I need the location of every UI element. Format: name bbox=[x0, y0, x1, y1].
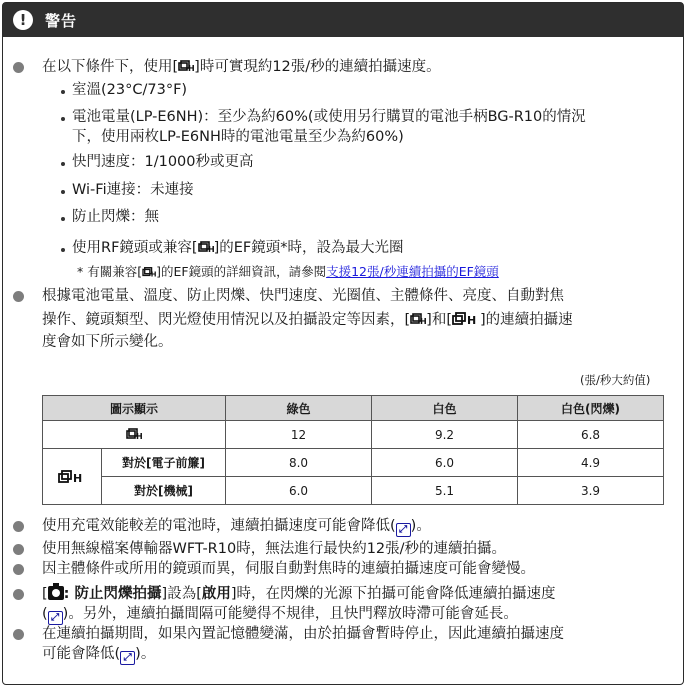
sub-bullet bbox=[61, 162, 65, 166]
ef-lens-link[interactable]: 支援12張/秒連續拍攝的EF鏡頭 bbox=[326, 264, 499, 279]
bullet-2-line2: 操作、鏡頭類型、閃光燈使用情況以及拍攝設定等因素，[ H ]和[ H ]的連續拍攝速 bbox=[42, 312, 573, 328]
cell-value: 6.8 bbox=[518, 421, 664, 449]
th-white-blink: 白色(閃爍) bbox=[518, 396, 664, 421]
cell-value: 3.9 bbox=[518, 477, 664, 505]
table-row bbox=[43, 477, 664, 505]
bullet-6-line2: ( ⤢ )。另外，連續拍攝間隔可能變得不規律，且快門釋放時滯可能會延長。 bbox=[42, 606, 518, 623]
reference-link-icon[interactable]: ⤢ bbox=[396, 523, 411, 537]
condition-wifi: Wi-Fi連接：未連接 bbox=[72, 182, 194, 198]
sub-bullet bbox=[61, 217, 65, 221]
bullet-6-line1: [ : 防止閃爍拍攝]設為[啟用]時，在閃爍的光源下拍攝可能會降低連續拍攝速度 bbox=[42, 586, 556, 602]
bullet-2-line1: 根據電池電量、溫度、防止閃爍、快門速度、光圈值、主體條件、亮度、自動對焦 bbox=[42, 288, 564, 304]
th-green: 綠色 bbox=[226, 396, 372, 421]
row-icon-cell bbox=[43, 449, 102, 505]
table-header-row bbox=[43, 396, 664, 421]
warning-title: 警告 bbox=[45, 11, 78, 30]
cell-value: 6.0 bbox=[226, 477, 372, 505]
cell-value: 6.0 bbox=[372, 449, 518, 477]
bullet-dot bbox=[13, 291, 24, 302]
svg-text:H: H bbox=[466, 314, 477, 327]
svg-text:H: H bbox=[136, 432, 143, 441]
high-speed-continuous-icon bbox=[198, 240, 214, 254]
high-speed-continuous-icon bbox=[142, 266, 156, 278]
row-icon-cell bbox=[43, 421, 226, 449]
continuous-high-icon bbox=[58, 469, 86, 484]
cell-value: 4.9 bbox=[518, 449, 664, 477]
bullet-dot bbox=[13, 629, 24, 640]
high-speed-continuous-icon bbox=[410, 312, 426, 326]
svg-text:H: H bbox=[150, 270, 157, 279]
sub-bullet bbox=[61, 190, 65, 194]
bullet-dot bbox=[13, 564, 24, 575]
lens-footnote: * 有關兼容[ H ]的EF鏡頭的詳細資訊，請參閱支援12張/秒連續拍攝的EF鏡頭 bbox=[77, 264, 499, 279]
condition-flicker: 防止閃爍：無 bbox=[72, 209, 159, 225]
bullet-dot bbox=[13, 521, 24, 532]
cell-value: 5.1 bbox=[372, 477, 518, 505]
th-white: 白色 bbox=[372, 396, 518, 421]
shutter-mode-electronic: 對於[電子前簾] bbox=[102, 449, 226, 477]
bullet-dot bbox=[13, 62, 24, 73]
exclamation-icon: ! bbox=[13, 10, 33, 30]
condition-shutter: 快門速度：1/1000秒或更高 bbox=[72, 154, 254, 170]
condition-battery-cont: 下，使用兩枚LP-E6NH時的電池電量至少為約60%) bbox=[72, 129, 404, 145]
table-row bbox=[43, 449, 664, 477]
condition-lens: 使用RF鏡頭或兼容[ H ]的EF鏡頭*時，設為最大光圈 bbox=[72, 240, 404, 256]
cell-value: 12 bbox=[226, 421, 372, 449]
bullet-5-text: 因主體條件或所用的鏡頭而異，伺服自動對焦時的連續拍攝速度可能會變慢。 bbox=[42, 561, 535, 577]
table-unit: (張/秒大約值) bbox=[580, 373, 651, 387]
bullet-3-text: 使用充電效能較差的電池時，連續拍攝速度可能會降低( ⤢ )。 bbox=[42, 518, 431, 535]
bullet-dot bbox=[13, 589, 24, 600]
cell-value: 9.2 bbox=[372, 421, 518, 449]
high-speed-continuous-icon bbox=[126, 427, 142, 441]
shutter-mode-mechanical: 對於[機械] bbox=[102, 477, 226, 505]
table-row bbox=[43, 421, 664, 449]
svg-text:H: H bbox=[73, 471, 83, 485]
cell-value: 8.0 bbox=[226, 449, 372, 477]
th-icon-display: 圖示顯示 bbox=[43, 396, 226, 421]
reference-link-icon[interactable]: ⤢ bbox=[48, 611, 63, 625]
bullet-2-line3: 度會如下所示變化。 bbox=[42, 334, 173, 350]
camera-icon bbox=[48, 586, 64, 600]
sub-bullet bbox=[61, 248, 65, 252]
bullet-dot bbox=[13, 544, 24, 555]
svg-text:H: H bbox=[188, 64, 195, 73]
sub-bullet bbox=[61, 117, 65, 121]
condition-temperature: 室溫(23°C/73°F) bbox=[72, 82, 188, 98]
warning-header bbox=[3, 3, 683, 37]
svg-text:H: H bbox=[420, 317, 427, 326]
reference-link-icon[interactable]: ⤢ bbox=[120, 651, 135, 665]
bullet-7-line2: 可能會降低( ⤢ )。 bbox=[42, 646, 156, 663]
speed-table bbox=[42, 395, 664, 505]
bullet-1-text: 在以下條件下，使用[ H ]時可實現約12張/秒的連續拍攝速度。 bbox=[42, 59, 441, 75]
sub-bullet bbox=[61, 90, 65, 94]
condition-battery: 電池電量(LP-E6NH)：至少為約60%(或使用另行購買的電池手柄BG-R10的情況 bbox=[72, 109, 586, 125]
bullet-7-line1: 在連續拍攝期間，如果內置記憶體變滿，由於拍攝會暫時停止，因此連續拍攝速度 bbox=[42, 626, 564, 642]
svg-text:H: H bbox=[207, 245, 215, 254]
continuous-high-icon bbox=[452, 311, 480, 326]
bullet-4-text: 使用無線檔案傳輸器WFT-R10時，無法進行最快約12張/秒的連續拍攝。 bbox=[42, 541, 507, 557]
high-speed-continuous-icon bbox=[178, 59, 194, 73]
